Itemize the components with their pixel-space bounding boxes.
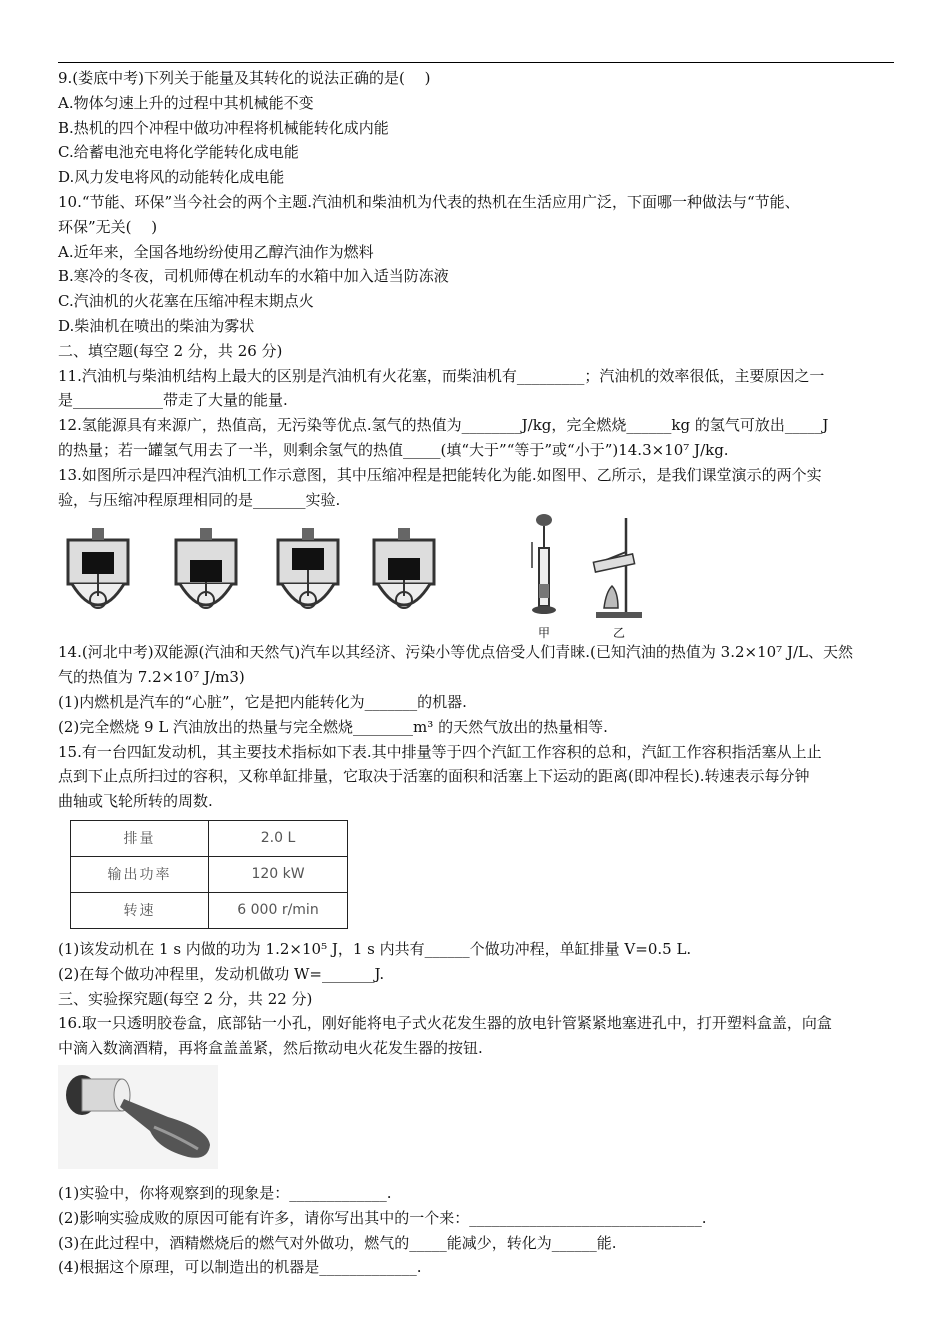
engine-stroke-diagram-4 <box>368 526 440 622</box>
question-15-line2: 点到下止点所扫过的容积，又称单缸排量，它取决于活塞的面积和活塞上下运动的距离(即冲程长).转速表示每分钟 <box>58 767 810 786</box>
question-10-line2: 环保”无关( ) <box>58 217 158 236</box>
table-row <box>71 820 348 856</box>
q10-option-b: B.寒冷的冬夜，司机师傅在机动车的水箱中加入适当防冻液 <box>58 267 449 286</box>
engine-spec-table <box>70 820 348 929</box>
question-12-line2: 的热量；若一罐氢气用去了一半，则剩余氢气的热值_____(填“大于”“等于”或“小于”)14.3×10⁷ J/kg. <box>58 440 729 459</box>
section-3-heading: 三、实验探究题(每空 2 分，共 22 分) <box>58 989 313 1008</box>
label-jia: 甲 <box>538 626 551 641</box>
question-15-line3: 曲轴或飞轮所转的周数. <box>58 792 213 811</box>
question-16-part3: (3)在此过程中，酒精燃烧后的燃气对外做功，燃气的_____能减少，转化为______能. <box>58 1233 617 1252</box>
q10-option-d: D.柴油机在喷出的柴油为雾状 <box>58 316 255 335</box>
question-15-line1: 15.有一台四缸发动机，其主要技术指标如下表.其中排量等于四个汽缸工作容积的总和，汽缸工作容积指活塞从上止 <box>58 742 822 761</box>
question-16-part4: (4)根据这个原理，可以制造出的机器是_____________. <box>58 1258 422 1277</box>
q10-option-a: A.近年来，全国各地纷纷使用乙醇汽油作为燃料 <box>58 242 374 261</box>
question-16-part2: (2)影响实验成败的原因可能有许多，请你写出其中的一个来：_______________________________. <box>58 1208 707 1227</box>
spec-value: 2.0 L <box>209 820 348 856</box>
q9-option-c: C.给蓄电池充电将化学能转化成电能 <box>58 143 299 162</box>
test-tube-stand-diagram <box>586 512 646 622</box>
document-body <box>58 66 894 1280</box>
table-row <box>71 892 348 928</box>
section-2-heading: 二、填空题(每空 2 分，共 26 分) <box>58 341 283 360</box>
engine-stroke-diagram-3 <box>272 526 344 622</box>
q9-option-b: B.热机的四个冲程中做功冲程将机械能转化成内能 <box>58 118 389 137</box>
question-14-line1: 14.(河北中考)双能源(汽油和天然气)汽车以其经济、污染小等优点倍受人们青睐.(已知汽油的热值为 3.2×10⁷ J/L、天然 <box>58 643 853 662</box>
question-10-line1: 10.“节能、环保”当今社会的两个主题.汽油机和柴油机为代表的热机在生活应用广泛，下面哪一种做法与“节能、 <box>58 192 800 211</box>
question-9: 9.(娄底中考)下列关于能量及其转化的说法正确的是( ) <box>58 69 431 87</box>
engine-figure <box>58 512 894 640</box>
question-15-part2: (2)在每个做功冲程里，发动机做功 W=_______J. <box>58 964 385 983</box>
question-14-line2: 气的热值为 7.2×10⁷ J/m3) <box>58 668 245 687</box>
question-16-part1: (1)实验中，你将观察到的现象是：_____________. <box>58 1183 392 1202</box>
question-12-line1: 12.氢能源具有来源广，热值高，无污染等优点.氢气的热值为________J/kg，完全燃烧______kg 的氢气可放出_____J <box>58 416 829 435</box>
q9-option-a: A.物体匀速上升的过程中其机械能不变 <box>58 93 314 112</box>
engine-stroke-diagram-2 <box>170 526 242 622</box>
question-13-line2: 验，与压缩冲程原理相同的是_______实验. <box>58 490 341 509</box>
question-15-part1: (1)该发动机在 1 s 内做的功为 1.2×10⁵ J，1 s 内共有______个做功冲程，单缸排量 V=0.5 L. <box>58 939 692 958</box>
film-canister-spark-igniter-image <box>58 1065 218 1169</box>
question-13-line1: 13.如图所示是四冲程汽油机工作示意图，其中压缩冲程是把能转化为能.如图甲、乙所示，是我们课堂演示的两个实 <box>58 465 822 484</box>
spec-value: 6 000 r/min <box>209 892 348 928</box>
q9-option-d: D.风力发电将风的动能转化成电能 <box>58 168 285 187</box>
engine-stroke-diagram-1 <box>62 526 134 622</box>
label-yi: 乙 <box>613 626 626 641</box>
q10-option-c: C.汽油机的火花塞在压缩冲程末期点火 <box>58 292 314 311</box>
spec-key: 转速 <box>71 892 209 928</box>
question-11-line2: 是____________带走了大量的能量. <box>58 391 288 410</box>
question-16-line1: 16.取一只透明胶卷盒，底部钻一小孔，刚好能将电子式火花发生器的放电针管紧紧地塞进孔中，打开塑料盒盖，向盒 <box>58 1014 832 1033</box>
header-rule <box>58 62 894 63</box>
question-14-part1: (1)内燃机是汽车的“心脏”，它是把内能转化为_______的机器. <box>58 692 467 711</box>
spec-key: 输出功率 <box>71 856 209 892</box>
question-16-line2: 中滴入数滴酒精，再将盒盖盖紧，然后揿动电火花发生器的按钮. <box>58 1039 483 1058</box>
spec-key: 排量 <box>71 820 209 856</box>
question-14-part2: (2)完全燃烧 9 L 汽油放出的热量与完全燃烧________m³ 的天然气放出的热量相等. <box>58 717 608 736</box>
spec-value: 120 kW <box>209 856 348 892</box>
table-row <box>71 856 348 892</box>
piston-syringe-diagram <box>528 512 560 622</box>
spark-generator-photo <box>58 1065 894 1169</box>
question-11-line1: 11.汽油机与柴油机结构上最大的区别是汽油机有火花塞，而柴油机有_________；汽油机的效率很低，主要原因之一 <box>58 366 825 385</box>
